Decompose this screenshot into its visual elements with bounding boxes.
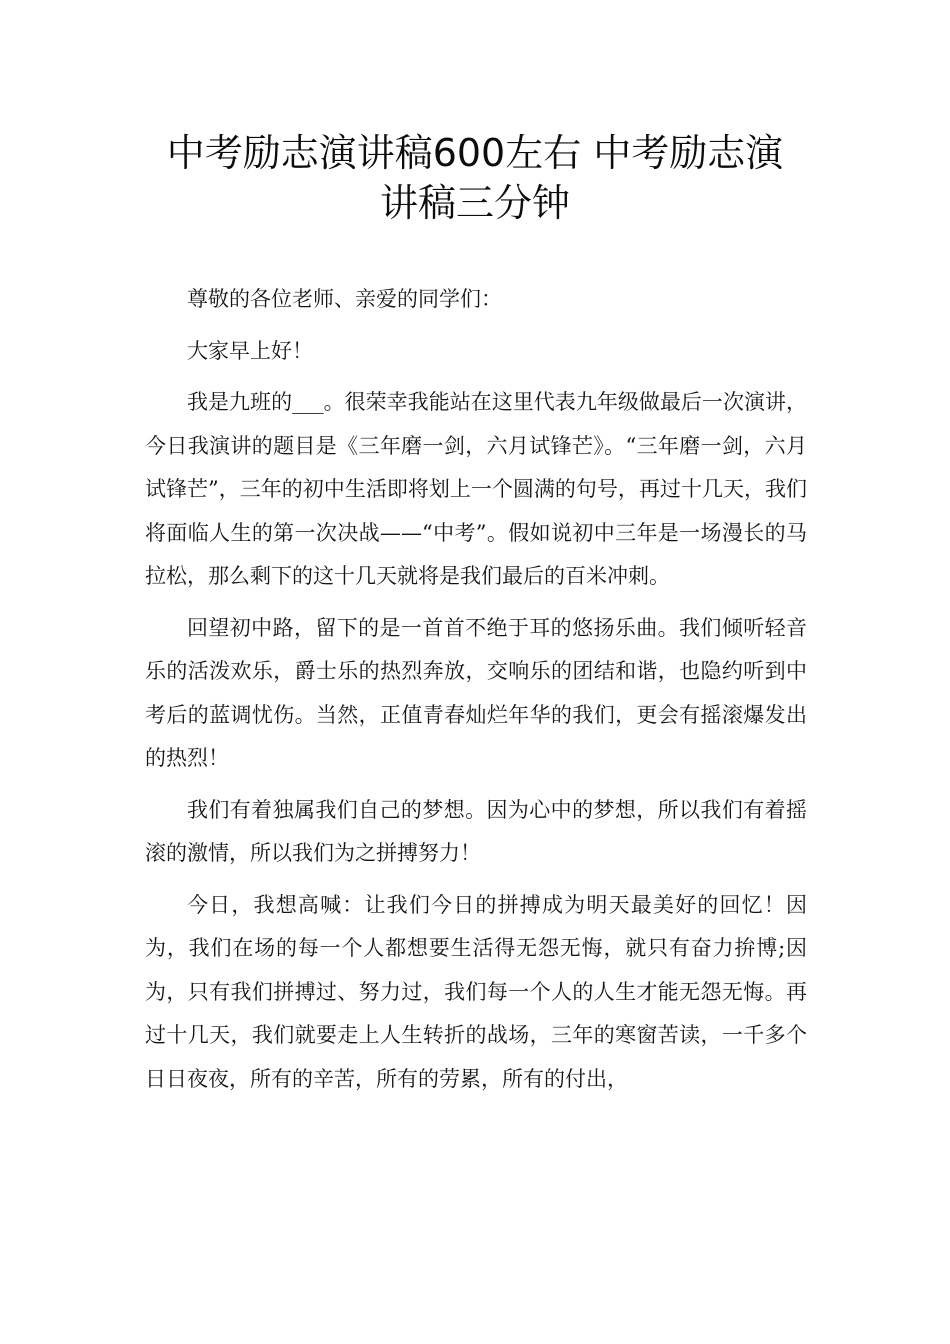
document-body bbox=[145, 278, 807, 1109]
title-line-2: 讲稿三分钟 bbox=[379, 181, 570, 225]
document-title bbox=[120, 128, 830, 228]
paragraph-salutation: 尊敬的各位老师、亲爱的同学们： bbox=[187, 287, 502, 311]
paragraph-greeting: 大家早上好！ bbox=[187, 338, 313, 363]
paragraph-call-to-action: 今日，我想高喊：让我们今日的拼搏成为明天最美好的回忆！因为，我们在场的每一个人都想要生活得无怨无悔，就只有奋力拚博;因为，只有我们拼搏过、努力过，我们每一个人的人生才能无怨无悔。再过十几天，我们就要走上人生转折的战场，三年的寒窗苦读，一千多个日日夜夜，所有的辛苦，所有的劳累，所有的付出， bbox=[145, 892, 807, 1091]
title-line-1: 中考励志演讲稿600左右 中考励志演 bbox=[166, 131, 784, 175]
paragraph-introduction: 我是九班的___。很荣幸我能站在这里代表九年级做最后一次演讲，今日我演讲的题目是《三年磨一剑，六月试锋芒》。“三年磨一剑，六月试锋芒”，三年的初中生活即将划上一个圆满的句号，再过十几天，我们将面临人生的第一次决战——“中考”。假如说初中三年是一场漫长的马拉松，那么剩下的这十几天就将是我们最后的百米冲刺。 bbox=[145, 390, 807, 588]
paragraph-reflection: 回望初中路，留下的是一首首不绝于耳的悠扬乐曲。我们倾听轻音乐的活泼欢乐，爵士乐的热烈奔放，交响乐的团结和谐，也隐约听到中考后的蓝调忧伤。当然，正值青春灿烂年华的我们，更会有摇滚爆发出的热烈！ bbox=[145, 615, 807, 770]
paragraph-dreams: 我们有着独属我们自己的梦想。因为心中的梦想，所以我们有着摇滚的激情，所以我们为之拼搏努力！ bbox=[145, 797, 807, 865]
